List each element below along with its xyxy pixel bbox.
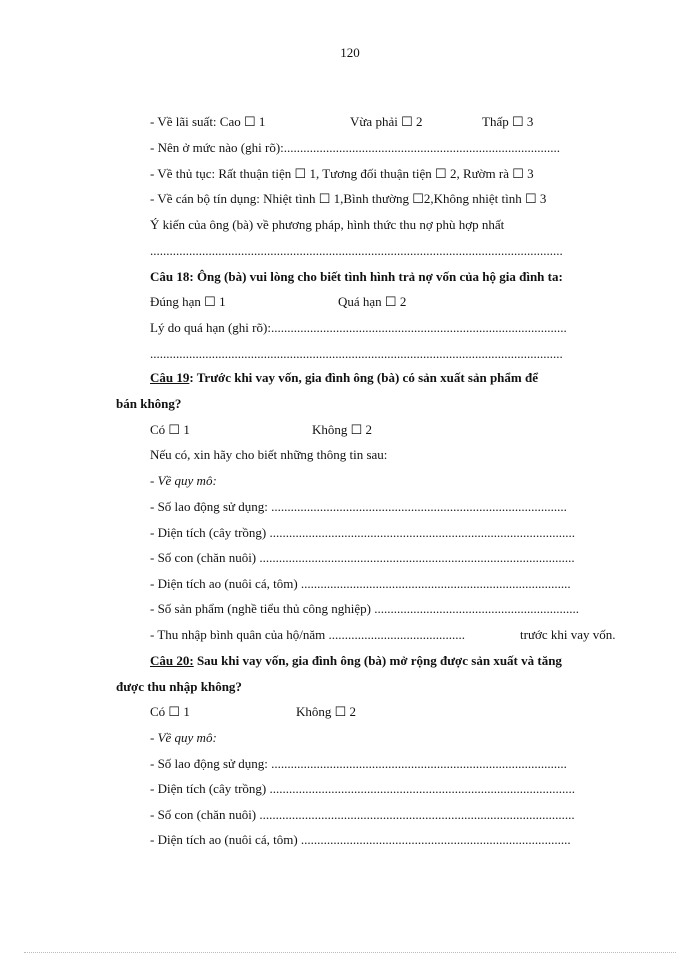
question-20 [150, 652, 562, 670]
interest-rate-line: - Về lãi suất: Cao ☐ 1 [150, 114, 266, 129]
credit-officer-line: - Về cán bộ tín dụng: Nhiệt tình ☐ 1,Bình thường ☐2,Không nhiệt tình ☐ 3 [150, 191, 547, 206]
labor-line: - Số lao động sử dụng: ........................................................................................... [150, 756, 567, 771]
q19-yes: Có ☐ 1 [150, 422, 190, 437]
question-20-continued: được thu nhập không? [116, 679, 242, 694]
pond-area-line: - Diện tích ao (nuôi cá, tôm) ................................................................................... [150, 832, 571, 847]
q18-overdue: Quá hạn ☐ 2 [338, 294, 407, 309]
q20-no: Không ☐ 2 [296, 704, 357, 719]
interest-rate-low: Thấp ☐ 3 [482, 114, 534, 129]
q18-on-time: Đúng hạn ☐ 1 [150, 294, 226, 309]
q20-label: Câu 20: [150, 653, 194, 668]
preferred-rate-line: - Nên ở mức nào (ghi rõ):..................................................................................... [150, 140, 561, 155]
income-line: - Thu nhập bình quân của hộ/năm .......................................... [150, 627, 465, 642]
page-number: 120 [340, 45, 360, 60]
crop-area-line: - Diện tích (cây trồng) .............................................................................................. [150, 525, 575, 540]
scale-heading: - Về quy mô: [150, 473, 217, 488]
procedure-line: - Về thủ tục: Rất thuận tiện ☐ 1, Tương đối thuận tiện ☐ 2, Rườm rà ☐ 3 [150, 166, 534, 181]
livestock-line: - Số con (chăn nuôi) ................................................................................................. [150, 550, 575, 565]
question-19 [150, 369, 538, 387]
dotted-answer-line: ............................................................................................................................... [150, 243, 563, 258]
interest-rate-moderate: Vừa phải ☐ 2 [350, 114, 423, 129]
q20-yes: Có ☐ 1 [150, 704, 190, 719]
if-yes-line: Nếu có, xin hãy cho biết những thông tin sau: [150, 447, 388, 462]
question-19-continued: bán không? [116, 396, 182, 411]
q19-text: : Trước khi vay vốn, gia đình ông (bà) có sản xuất sản phẩm để [189, 370, 538, 385]
dotted-answer-line: ............................................................................................................................... [150, 346, 563, 361]
income-before-loan: trước khi vay vốn. [520, 627, 616, 642]
livestock-line: - Số con (chăn nuôi) ................................................................................................. [150, 807, 575, 822]
q19-no: Không ☐ 2 [312, 422, 373, 437]
question-18: Câu 18: Ông (bà) vui lòng cho biết tình hình trả nợ vốn của hộ gia đình ta: [150, 269, 563, 284]
labor-line: - Số lao động sử dụng: ........................................................................................... [150, 499, 567, 514]
handicraft-line: - Số sản phẩm (nghề tiểu thủ công nghiệp) ............................................................... [150, 601, 579, 616]
pond-area-line: - Diện tích ao (nuôi cá, tôm) ................................................................................... [150, 576, 571, 591]
q20-text: Sau khi vay vốn, gia đình ông (bà) mở rộng được sản xuất và tăng [193, 653, 562, 668]
page-bottom-divider [24, 952, 676, 953]
scale-heading: - Về quy mô: [150, 730, 217, 745]
collection-opinion-line: Ý kiến của ông (bà) về phương pháp, hình thức thu nợ phù hợp nhất [150, 217, 505, 232]
crop-area-line: - Diện tích (cây trồng) .............................................................................................. [150, 781, 575, 796]
overdue-reason-line: Lý do quá hạn (ghi rõ):........................................................................................... [150, 320, 567, 335]
q19-label: Câu 19 [150, 370, 190, 385]
